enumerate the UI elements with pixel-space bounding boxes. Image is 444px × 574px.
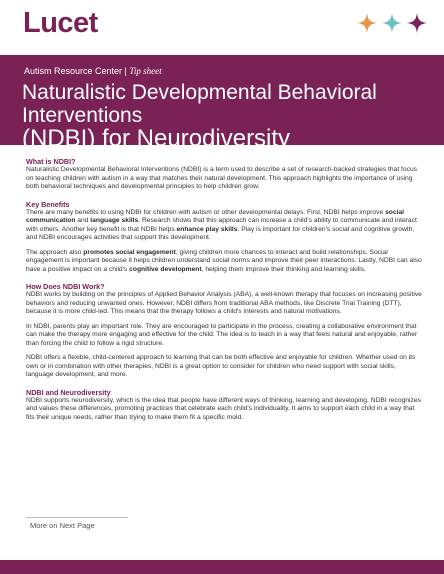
- heading-key-benefits: Key Benefits: [26, 199, 70, 209]
- decorative-stars: [357, 13, 427, 33]
- heading-what-is-ndbi: What is NDBI?: [26, 157, 76, 166]
- article-body: [26, 157, 422, 428]
- orange-star-icon: [357, 13, 377, 33]
- page-title: [22, 81, 432, 150]
- purple-star-icon: [407, 13, 427, 33]
- teal-star-icon: [382, 13, 402, 33]
- heading-ndbi-neurodiversity: NDBI and Neurodiversity: [26, 387, 111, 397]
- benefits-paragraph-1: There are many benefits to using NDBI for children with autism or other developmental delays. First, NDBI helps improve social communication and language skills. Research shows that this approach can increase a child's ability to communicate and interact with others. Another key benefit is that NDBI helps enhance play skills. Play is important for children's social and cognitive growth, and NDBI encourages activities that support this development.: [26, 208, 417, 241]
- page-header: [0, 0, 444, 55]
- title-banner: [0, 55, 444, 152]
- how-paragraph-2: In NDBI, parents play an important role. They are encouraged to participate in the process, creating a collaborative environment that can make the therapy more engaging and effective for the child. The idea is to teach in a way that feels natural and enjoyable, rather than forcing the child to follow a rigid structure.: [26, 322, 418, 347]
- breadcrumb: [24, 66, 162, 76]
- more-on-next-page: More on Next Page: [30, 521, 95, 530]
- how-paragraph-3: NDBI offers a flexible, child-centered approach to learning that can be both effective and enjoyable for children. Whether used on its own or in combination with other therapies, NDBI is a great option to consider for children who need support with social skills, language development, and more.: [26, 354, 416, 378]
- heading-how-does-ndbi-work: How Does NDBI Work?: [26, 282, 105, 291]
- divider: [26, 517, 128, 518]
- crumb-section: Autism Resource Center |: [24, 66, 130, 76]
- lucet-logo: Lucet: [23, 7, 98, 39]
- neuro-paragraph: NDBI supports neurodiversity, which is the idea that people have different ways of thinking, learning and developing. NDBI recognizes and values these differences, promoting practices that celebrate each child's individuality. It aims to support each child in a way that fits their unique needs, rather than trying to make them fit a specific mold.: [26, 396, 421, 421]
- title-line-2: (NDBI) for Neurodiversity: [22, 125, 291, 152]
- what-paragraph: Naturalistic Developmental Behavioral Interventions (NDBI) is a term used to describe a set of research-backed strategies that focus on teaching children with autism in a way that matches their natural development. This approach highlights the importance of using both behavioral techniques and developmental principles to help children grow.: [26, 166, 418, 190]
- how-paragraph-1: NDBI works by building on the principles of Applied Behavior Analysis (ABA), a well-known therapy that focuses on increasing positive behaviors and reducing unwanted ones. However, NDBI differs from traditional ABA methods, like Discrete Trial Training (DTT), because it is more child-led. This means that the therapy follows a child's interests and natural motivations.: [26, 291, 422, 315]
- crumb-type: Tip sheet: [129, 66, 162, 76]
- benefits-paragraph-2: The approach also promotes social engagement, giving children more chances to interact and build relationships. Social engagement is important because it helps children understand social norms and improve their peer interactions. Lastly, NDBI can also have a positive impact on a child's cognitive development, helping them improve their thinking and learning skills.: [26, 248, 422, 273]
- title-line-1: Naturalistic Developmental Behavioral Interventions: [22, 81, 377, 127]
- footer-bar: [0, 560, 444, 574]
